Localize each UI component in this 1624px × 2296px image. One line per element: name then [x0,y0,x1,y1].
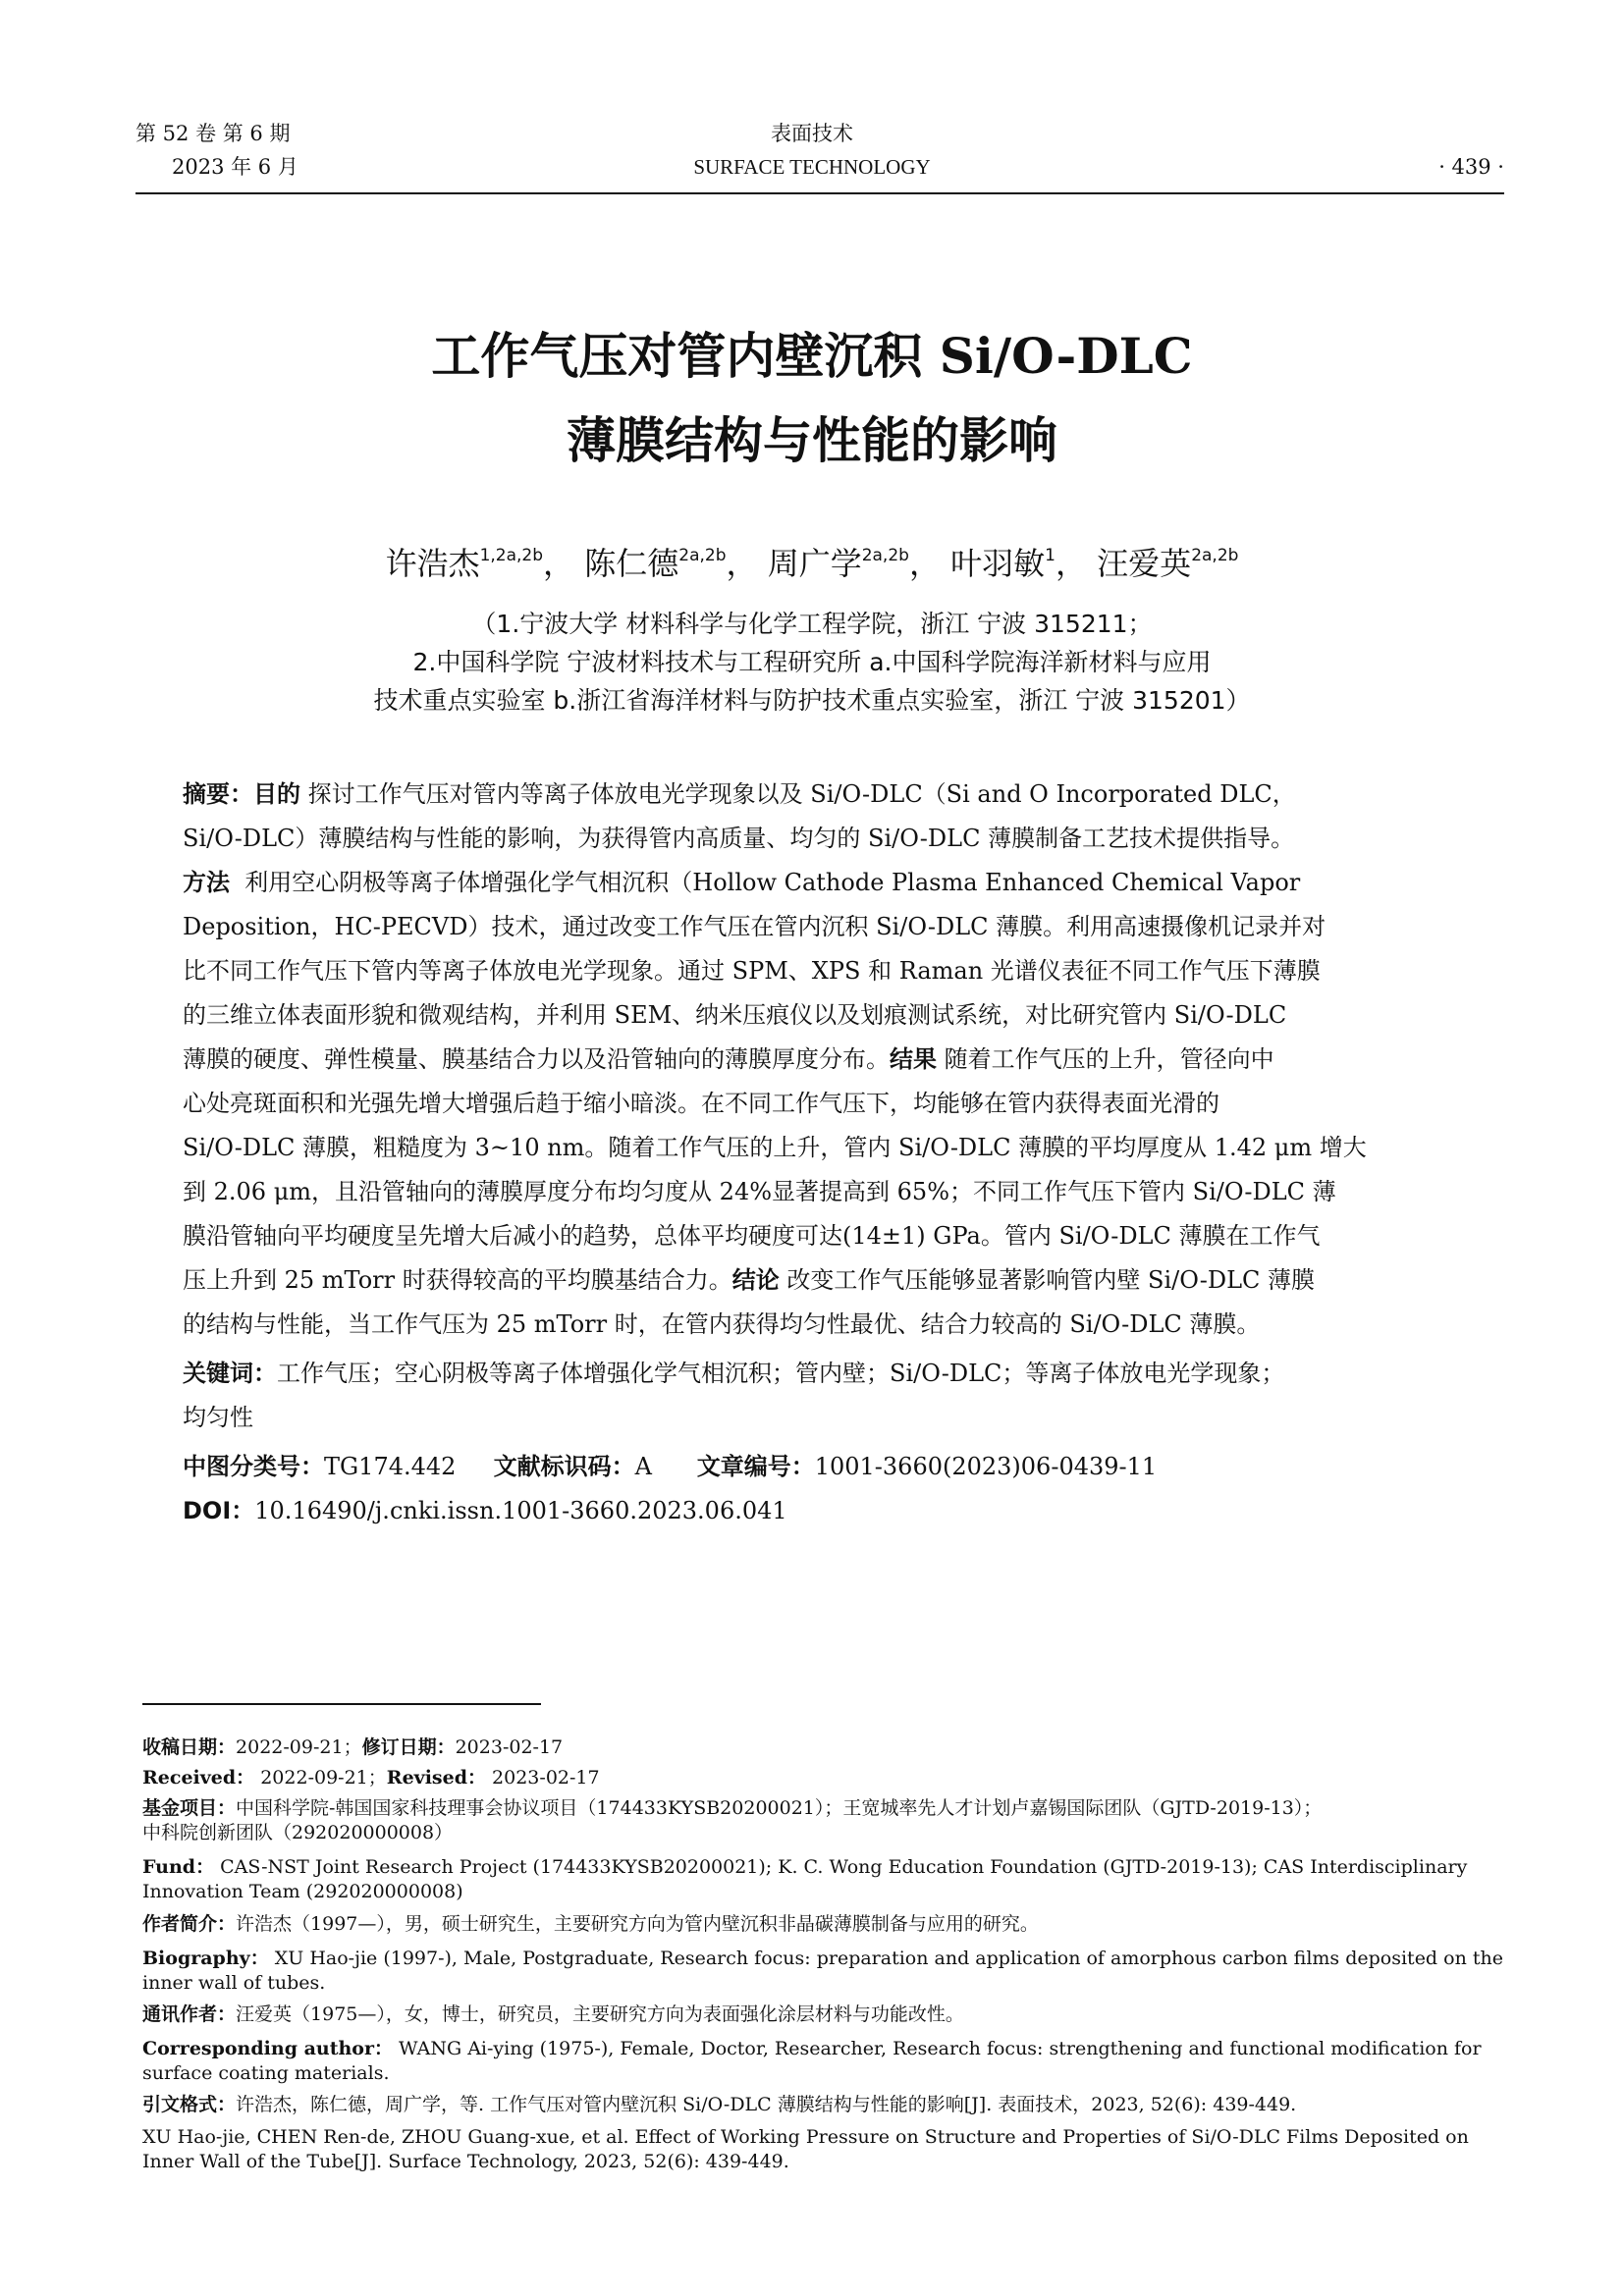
received-date-cn [142,1735,563,1760]
citation-en-cont: Inner Wall of the Tube[J]. Surface Technology, 2023, 52(6): 439-449. [142,2151,789,2172]
received-date-en [142,1766,600,1790]
abstract-text: 薄膜的硬度、弹性模量、膜基结合力以及沿管轴向的薄膜厚度分布。 [183,1045,890,1073]
keywords-text: 工作气压；空心阴极等离子体增强化学气相沉积；管内壁；Si/O-DLC；等离子体放电光学现象； [277,1360,1285,1387]
abstract-text: 随着工作气压的上升，管径向中 [944,1045,1274,1073]
header-journal-cn: 表面技术 [771,122,853,145]
author-name: 陈仁德 [584,545,679,582]
author-affiliation-mark: 2a,2b [678,546,727,565]
abstract-line: 膜沿管轴向平均硬度呈先增大后减小的趋势，总体平均硬度可达(14±1) GPa。管内 Si/O-DLC 薄膜在工作气 [183,1222,1321,1250]
received-label: 收稿日期： [142,1736,237,1758]
citation-cn [142,2093,1296,2117]
received-value: 2022-09-21； [236,1736,362,1758]
corresponding-label: 通讯作者： [142,2003,237,2025]
fund-cn-cont: 中科院创新团队（292020000008） [142,1822,454,1843]
biography-text: XU Hao-jie (1997-), Male, Postgraduate, Research focus: preparation and application of amorphous carbon films deposited on the [274,1948,1503,1969]
header-page-number: · 439 · [1438,155,1504,179]
conclusion-label: 结论 [731,1266,780,1294]
abstract-line [183,778,1296,810]
revised-label: 修订日期： [361,1736,456,1758]
fund-label: Fund： [142,1856,215,1878]
biography-label: Biography： [142,1948,269,1969]
clc-value: TG174.442 [324,1453,457,1480]
doc-code-value: A [634,1453,652,1480]
abstract-line: 心处亮斑面积和光强先增大增强后趋于缩小暗淡。在不同工作气压下，均能够在管内获得表面光滑的 [183,1090,1219,1117]
author-affiliation-mark: 2a,2b [861,546,909,565]
header-rule [135,192,1504,194]
author-list: 许浩杰$^{1,2a,2b}$， 陈仁德$^{2a,2b}$， 周广学$^{2a,2b}$， 叶羽敏$^1$， 汪爱英$^{2a,2b}$ [385,545,1239,582]
article-number-value: 1001-3660(2023)06-0439-11 [814,1453,1158,1480]
method-label: 方法 [183,869,230,896]
fund-text: 中国科学院-韩国国家科技理事会协议项目（174433KYSB20200021）；王宽城率先人才计划卢嘉锡国际团队（GJTD-2019-13）； [236,1797,1323,1819]
biography-text: 许浩杰（1997—），男，硕士研究生，主要研究方向为管内壁沉积非晶碳薄膜制备与应用的研究。 [236,1913,1039,1935]
author-name: 周广学 [767,545,862,582]
abstract-line: 的结构与性能，当工作气压为 25 mTorr 时，在管内获得均匀性最优、结合力较高的 Si/O-DLC 薄膜。 [183,1310,1261,1338]
purpose-label: 目的 [253,780,300,808]
revised-value: 2023-02-17 [455,1736,564,1758]
biography-cn [142,1912,1039,1937]
author-name: 汪爱英 [1097,545,1192,582]
header-journal-en: SURFACE TECHNOLOGY [693,155,931,179]
doi-label: DOI： [183,1497,255,1524]
article-title-line-2: 薄膜结构与性能的影响 [567,411,1057,469]
abstract-line: Deposition，HC-PECVD）技术，通过改变工作气压在管内沉积 Si/O-DLC 薄膜。利用高速摄像机记录并对 [183,913,1326,940]
citation-en: XU Hao-jie, CHEN Ren-de, ZHOU Guang-xue, et al. Effect of Working Pressure on Structure and Properties of Si/O-DLC Films Deposited on [142,2126,1469,2148]
abstract-line [183,1264,1315,1296]
received-label: Received： [142,1767,255,1789]
doc-code-label: 文献标识码： [493,1453,635,1480]
corresponding-author-cn [142,2002,964,2027]
abstract-line: 比不同工作气压下管内等离子体放电光学现象。通过 SPM、XPS 和 Raman 光谱仪表征不同工作气压下薄膜 [183,957,1321,985]
doi-value[interactable]: 10.16490/j.cnki.issn.1001-3660.2023.06.041 [254,1497,787,1524]
corresponding-text: 汪爱英（1975—），女，博士，研究员，主要研究方向为表面强化涂层材料与功能改性。 [236,2003,964,2025]
affiliation-line: 技术重点实验室 b.浙江省海洋材料与防护技术重点实验室，浙江 宁波 315201） [373,686,1251,715]
article-number-label: 文章编号： [696,1453,815,1480]
citation-text: 许浩杰，陈仁德，周广学，等. 工作气压对管内壁沉积 Si/O-DLC 薄膜结构与性能的影响[J]. 表面技术，2023, 52(6): 439-449. [236,2094,1297,2115]
fund-label: 基金项目： [142,1797,237,1819]
author-affiliation-mark: 2a,2b [1191,546,1239,565]
keywords-line: 均匀性 [183,1404,253,1431]
author-name: 叶羽敏 [950,545,1046,582]
abstract-line [183,1043,1274,1075]
abstract-line: Si/O-DLC 薄膜，粗糙度为 3~10 nm。随着工作气压的上升，管内 Si/O-DLC 薄膜的平均厚度从 1.42 μm 增大 [183,1134,1367,1161]
corresponding-text: WANG Ai-ying (1975-), Female, Doctor, Researcher, Research focus: strengthening and functional modification for [399,2038,1482,2059]
citation-label: 引文格式： [142,2094,237,2115]
keywords-label: 关键词： [183,1360,277,1387]
footnote-rule [142,1703,541,1705]
abstract-line: Si/O-DLC）薄膜结构与性能的影响，为获得管内高质量、均匀的 Si/O-DLC 薄膜制备工艺技术提供指导。 [183,825,1295,852]
abstract-line: 到 2.06 μm，且沿管轴向的薄膜厚度分布均匀度从 24%显著提高到 65%；不同工作气压下管内 Si/O-DLC 薄 [183,1178,1336,1205]
biography-en-cont: inner wall of tubes. [142,1972,326,1994]
classification-line [183,1451,1157,1482]
affiliation-line: 2.中国科学院 宁波材料技术与工程研究所 a.中国科学院海洋新材料与应用 [412,648,1212,676]
keywords-line [183,1358,1284,1389]
abstract-line [183,867,1300,898]
received-value: 2022-09-21； [260,1767,387,1789]
author-name: 许浩杰 [385,545,480,582]
result-label: 结果 [890,1045,937,1073]
clc-label: 中图分类号： [183,1453,324,1480]
affiliation-line: （1.宁波大学 材料科学与化学工程学院，浙江 宁波 315211； [471,610,1153,638]
abstract-text: 利用空心阴极等离子体增强化学气相沉积（Hollow Cathode Plasma Enhanced Chemical Vapor [244,869,1301,896]
doi-line [183,1495,787,1526]
fund-en-cont: Innovation Team (292020000008) [142,1881,463,1902]
corresponding-author-en [142,2037,1482,2061]
corresponding-label: Corresponding author： [142,2038,393,2059]
fund-en [142,1855,1467,1880]
abstract-text: 改变工作气压能够显著影响管内壁 Si/O-DLC 薄膜 [786,1266,1316,1294]
biography-label: 作者简介： [142,1913,237,1935]
revised-label: Revised： [386,1767,486,1789]
article-title-line-1: 工作气压对管内壁沉积 Si/O-DLC [431,327,1193,385]
abstract-text: 压上升到 25 mTorr 时获得较高的平均膜基结合力。 [183,1266,732,1294]
header-volume-issue: 第 52 卷 第 6 期 [135,122,291,145]
corresponding-author-en-cont: surface coating materials. [142,2062,390,2084]
header-date: 2023 年 6 月 [172,155,298,179]
abstract-label: 摘要： [183,780,253,808]
abstract-line: 的三维立体表面形貌和微观结构，并利用 SEM、纳米压痕仪以及划痕测试系统，对比研究管内 Si/O-DLC [183,1001,1287,1029]
author-affiliation-mark: 1 [1045,546,1056,565]
author-affiliation-mark: 1,2a,2b [479,546,544,565]
fund-cn [142,1796,1322,1821]
biography-en [142,1947,1503,1971]
revised-value: 2023-02-17 [492,1767,600,1789]
abstract-text: 探讨工作气压对管内等离子体放电光学现象以及 Si/O-DLC（Si and O Incorporated DLC， [307,780,1296,808]
fund-text: CAS-NST Joint Research Project (174433KYSB20200021); K. C. Wong Education Foundation (GJTD-2019-13); CAS Interdisciplinary [220,1856,1468,1878]
